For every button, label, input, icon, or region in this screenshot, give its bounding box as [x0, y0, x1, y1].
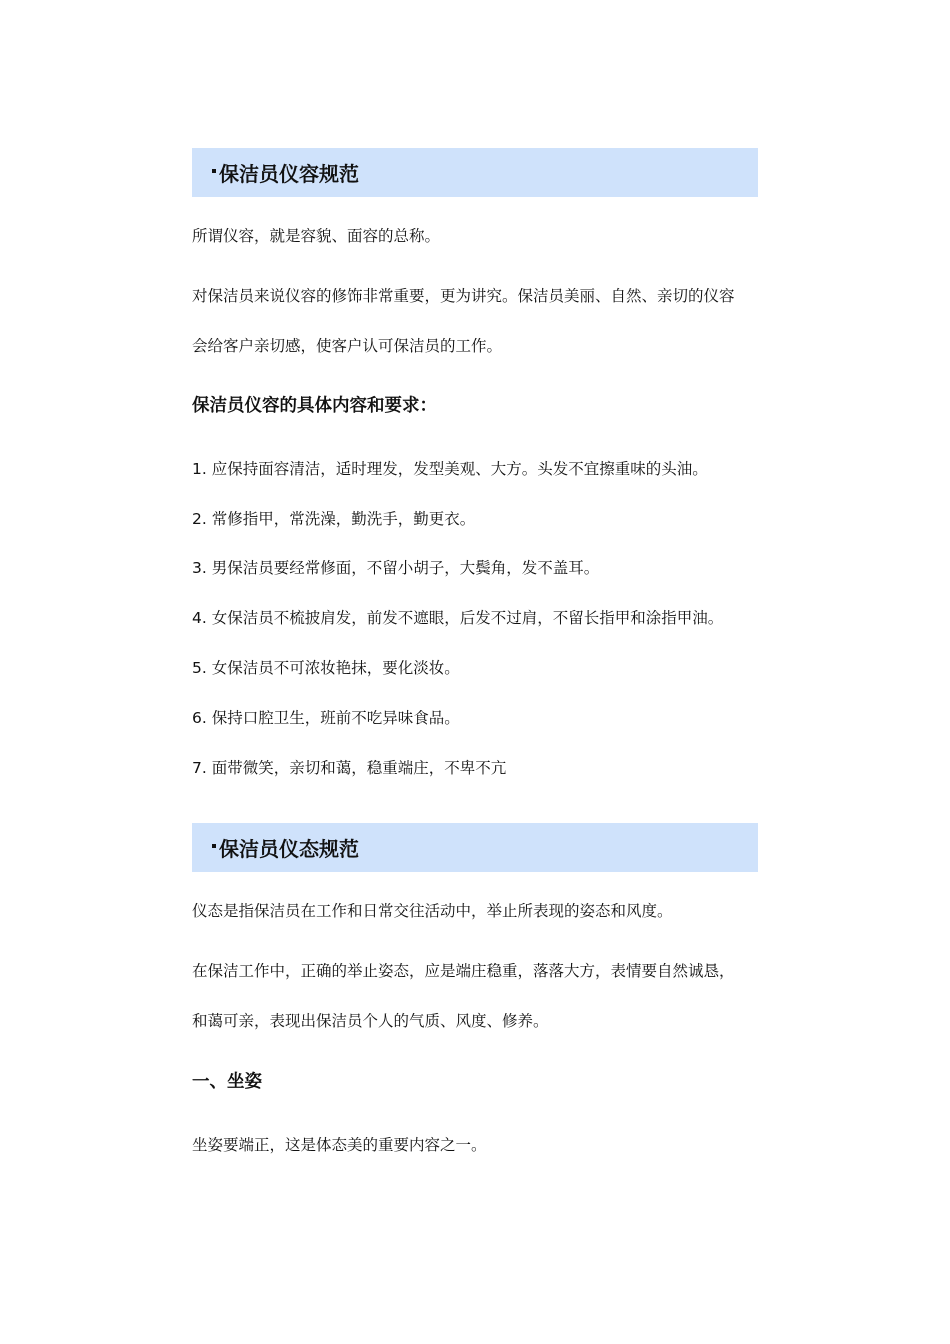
list-text: 应保持面容清洁，适时理发，发型美观、大方。头发不宜擦重味的头油。	[211, 460, 708, 478]
list-text: 女保洁员不可浓妆艳抹，要化淡妆。	[211, 659, 460, 677]
list-number: 4.	[192, 609, 207, 627]
paragraph-line: 会给客户亲切感，使客户认可保洁员的工作。	[192, 337, 503, 355]
list-item	[192, 459, 762, 479]
paragraph-line: 在保洁工作中，正确的举止姿态，应是端庄稳重，落落大方，表情要自然诚恳，	[192, 962, 735, 980]
section-heading-appearance	[192, 148, 758, 197]
list-number: 3.	[192, 559, 207, 577]
list-text: 面带微笑，亲切和蔼，稳重端庄，不卑不亢	[211, 759, 507, 777]
section-heading-posture	[192, 823, 758, 872]
list-item	[192, 509, 762, 529]
paragraph-intro: 所谓仪容，就是容貌、面容的总称。	[192, 227, 441, 245]
paragraph-sitting: 坐姿要端正，这是体态美的重要内容之一。	[192, 1136, 487, 1154]
paragraph-intro: 仪态是指保洁员在工作和日常交往活动中，举止所表现的姿态和风度。	[192, 902, 673, 920]
list-number: 1.	[192, 460, 207, 478]
list-text: 男保洁员要经常修面，不留小胡子，大鬓角，发不盖耳。	[211, 559, 600, 577]
list-number: 7.	[192, 759, 207, 777]
square-bullet-icon	[212, 169, 216, 173]
list-item	[192, 558, 762, 578]
list-number: 5.	[192, 659, 207, 677]
subheading-sitting: 一、坐姿	[192, 1072, 262, 1092]
list-text: 女保洁员不梳披肩发，前发不遮眼，后发不过肩，不留长指甲和涂指甲油。	[211, 609, 724, 627]
list-item	[192, 658, 762, 678]
list-text: 保持口腔卫生，班前不吃异味食品。	[211, 709, 460, 727]
paragraph-line: 对保洁员来说仪容的修饰非常重要，更为讲究。保洁员美丽、自然、亲切的仪容	[192, 287, 735, 305]
list-item	[192, 758, 762, 778]
list-text: 常修指甲，常洗澡，勤洗手，勤更衣。	[211, 510, 476, 528]
subheading-requirements: 保洁员仪容的具体内容和要求：	[192, 396, 437, 416]
square-bullet-icon	[212, 844, 216, 848]
section-title: 保洁员仪容规范	[219, 162, 359, 186]
list-number: 2.	[192, 510, 207, 528]
section-title: 保洁员仪态规范	[219, 837, 359, 861]
list-item	[192, 608, 762, 628]
paragraph-line: 和蔼可亲，表现出保洁员个人的气质、风度、修养。	[192, 1012, 549, 1030]
list-item	[192, 708, 762, 728]
list-number: 6.	[192, 709, 207, 727]
